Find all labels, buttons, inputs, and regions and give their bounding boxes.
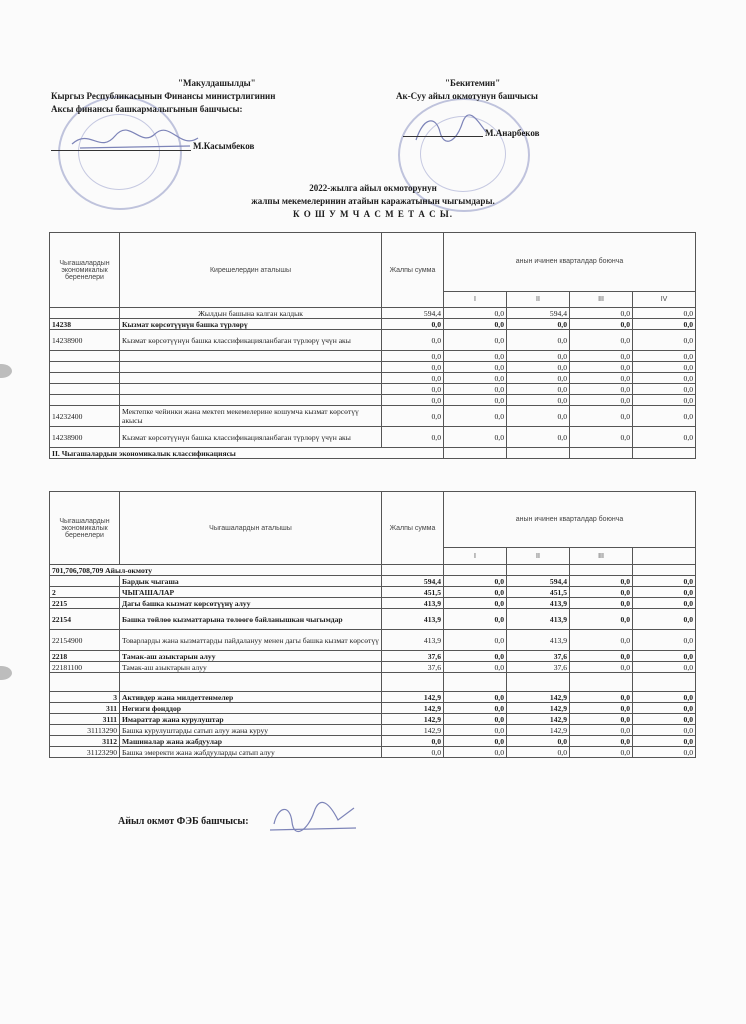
header-quarters: анын ичинен кварталдар боюнча [444, 233, 696, 292]
section-row [50, 448, 696, 459]
agreed-line-2: Аксы финансы башкармалыгынын башчысы: [51, 104, 243, 114]
header-code: Чыгашалардын экономикалык беренелери [50, 233, 120, 308]
expense-table [49, 491, 696, 758]
table-row: 0,0 0,0 0,0 0,0 0,0 [50, 362, 696, 373]
header-q3: III [570, 291, 633, 308]
approve-line-1: Ак-Суу айыл окмотунун башчысы [396, 91, 538, 101]
table-row: 311 Негизги фонддор 142,9 0,0 142,9 0,0 0,0 [50, 703, 696, 714]
table-row: 14238900 Кызмат көрсөтүүнүн башка классификацияланбаган түрлөрү үчүн акы 0,0 0,0 0,0 0,0 0,0 [50, 330, 696, 351]
approve-signature-line [403, 136, 483, 137]
doc-title-line-3: К О Ш У М Ч А С М Е Т А С Ы. [293, 209, 453, 219]
header-q2: II [507, 548, 570, 565]
group-row [50, 565, 696, 576]
group-label: 701,706,708,709 Айыл-окмоту [50, 565, 382, 576]
doc-title-line-1: 2022-жылга айыл окмоторунун [309, 183, 437, 193]
header-q4: IV [633, 291, 696, 308]
header-total: Жалпы сумма [382, 492, 444, 565]
section-label: II. Чыгашалардын экономикалык классификациясы [50, 448, 444, 459]
header-name: Кирешелердин аталышы [120, 233, 382, 308]
table-row: 0,0 0,0 0,0 0,0 0,0 [50, 384, 696, 395]
table-row: 22154900 Товарларды жана кызматтарды пайдалануу менен дагы башка кызмат көрсөтүү 413,9 0,0 413,9 0,0 0,0 [50, 630, 696, 651]
table-row: 2 ЧЫГАШАЛАР 451,5 0,0 451,5 0,0 0,0 [50, 587, 696, 598]
spacer-row [50, 673, 696, 692]
header-q1: I [444, 291, 507, 308]
punch-hole [0, 666, 12, 680]
agreed-name: М.Касымбеков [193, 141, 255, 151]
table-row: 3112 Машиналар жана жабдуулар 0,0 0,0 0,0 0,0 0,0 [50, 736, 696, 747]
table-row: 31113290 Башка курулуштарды сатып алуу жана куруу 142,9 0,0 142,9 0,0 0,0 [50, 725, 696, 736]
table-row: 0,0 0,0 0,0 0,0 0,0 [50, 373, 696, 384]
header-q3: III [570, 548, 633, 565]
approve-title: "Бекитемин" [445, 78, 501, 88]
header-quarters: анын ичинен кварталдар боюнча [444, 492, 696, 548]
footer-signature [268, 800, 358, 836]
footer-signature-label: Айыл окмот ФЭБ башчысы: [118, 816, 249, 827]
right-signature [410, 112, 490, 146]
table-row: 3111 Имараттар жана курулуштар 142,9 0,0 142,9 0,0 0,0 [50, 714, 696, 725]
header-total: Жалпы сумма [382, 233, 444, 308]
table-row: 14238900 Кызмат көрсөтүүнүн башка классификацияланбаган түрлөрү үчүн акы 0,0 0,0 0,0 0,0 0,0 [50, 427, 696, 448]
left-signature [70, 126, 200, 156]
table-row: 3 Активдер жана милдеттенмелер 142,9 0,0 142,9 0,0 0,0 [50, 692, 696, 703]
table-row: 2215 Дагы башка кызмат көрсөтүүнү алуу 413,9 0,0 413,9 0,0 0,0 [50, 598, 696, 609]
header-name: Чыгашалардын аталышы [120, 492, 382, 565]
table-row: 31123290 Башка эмеректи жана жабдууларды сатып алуу 0,0 0,0 0,0 0,0 0,0 [50, 747, 696, 758]
income-table [49, 232, 696, 459]
punch-hole [0, 364, 12, 378]
table-row: 14238 Кызмат көрсөтүүнүн башка түрлөрү 0,0 0,0 0,0 0,0 0,0 [50, 319, 696, 330]
header-q2: II [507, 291, 570, 308]
header-q1: I [444, 548, 507, 565]
table-row: 14232400 Мектепке чейинки жана мектеп мекемелерине кошумча кызмат көрсөтүү акысы 0,0 0,0 0,0 0,0 0,0 [50, 406, 696, 427]
header-code: Чыгашалардын экономикалык беренелери [50, 492, 120, 565]
table-row: Бардык чыгаша 594,4 0,0 594,4 0,0 0,0 [50, 576, 696, 587]
table-row: 0,0 0,0 0,0 0,0 0,0 [50, 351, 696, 362]
header-q4 [633, 548, 696, 565]
table-row: 22181100 Тамак-аш азыктарын алуу 37,6 0,0 37,6 0,0 0,0 [50, 662, 696, 673]
doc-title-line-2: жалпы мекемелеринин атайын каражатынын чыгымдары. [251, 196, 495, 206]
approve-name: М.Анарбеков [485, 128, 540, 138]
table-row: Жылдын башына калган калдык 594,4 0,0 594,4 0,0 0,0 [50, 308, 696, 319]
table-row: 22154 Башка төйлөө кызматтарына төлөөгө байланышкан чыгымдар 413,9 0,0 413,9 0,0 0,0 [50, 609, 696, 630]
table-row: 0,0 0,0 0,0 0,0 0,0 [50, 395, 696, 406]
agreed-line-1: Кыргыз Республикасынын Финансы министрлигинин [51, 91, 276, 101]
agreed-title: "Макулдашылды" [178, 78, 256, 88]
agreed-signature-line [51, 150, 191, 151]
table-row: 2218 Тамак-аш азыктарын алуу 37,6 0,0 37,6 0,0 0,0 [50, 651, 696, 662]
